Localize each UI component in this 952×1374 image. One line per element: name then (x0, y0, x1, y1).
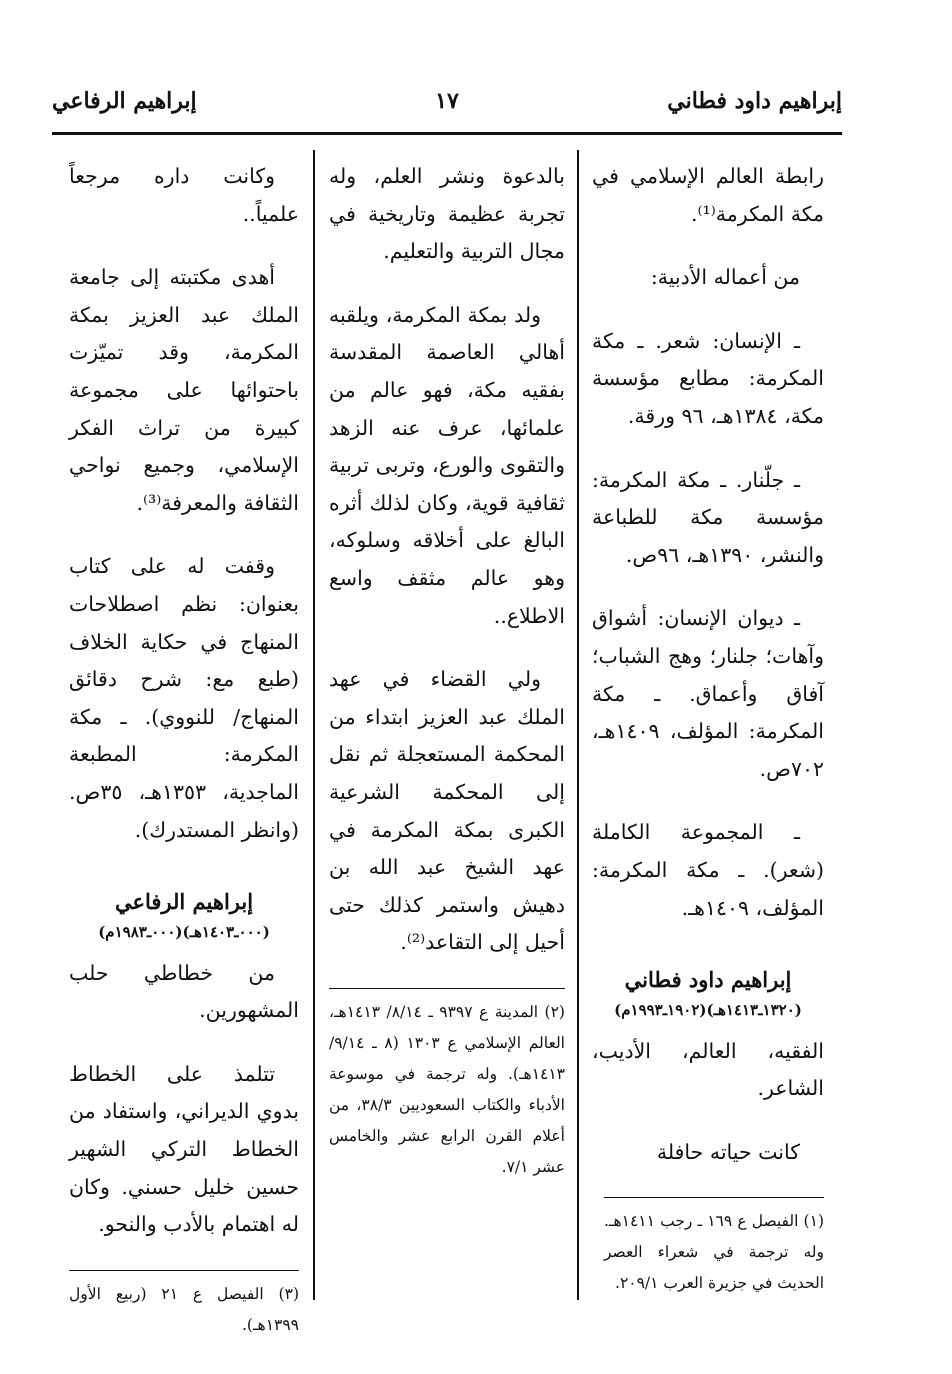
entry-title: إبراهيم داود فطاني (624, 967, 792, 993)
paragraph: الفقيه، العالم، الأديب، الشاعر. (592, 1038, 824, 1101)
paragraph: كانت حياته حافلة (656, 1139, 800, 1164)
entry-title: إبراهيم الرفاعي (114, 889, 254, 915)
paragraph: ولي القضاء في عهد الملك عبد العزيز ابتداء من المحكمة المستعجلة ثم نقل إلى المحكمة الشرعية الكبرى بمكة المكرمة في عهد الشيخ عبد الله بن دهيش واستمر كذلك حتى أحيل إلى التقاعد⁽²⁾. (329, 667, 565, 955)
column-rule (577, 150, 579, 1300)
paragraph: رابطة العالم الإسلامي في مكة المكرمة⁽¹⁾. (592, 164, 824, 226)
column-middle (329, 158, 565, 1209)
paragraph: بالدعوة ونشر العلم، وله تجربة عظيمة وتاريخية في مجال التربية والتعليم. (329, 164, 565, 264)
running-header (52, 88, 842, 135)
paragraph: ـ ديوان الإنسان: أشواق وآهات؛ جلنار؛ وهج الشباب؛ آفاق وأعماق. ـ مكة المكرمة: المؤلف، ١٤٠٩هـ، ٧٠٢ص. (592, 606, 824, 781)
header-left-title: إبراهيم الرفاعي (52, 88, 197, 114)
entry-dates: (١٣٢٠ـ١٤١٣هـ)(١٩٠٢ـ١٩٩٣م) (614, 1000, 802, 1019)
entry-dates: (٠٠٠ـ١٤٠٣هـ)(٠٠٠ـ١٩٨٣م) (98, 922, 270, 941)
footnote: (٣) الفيصل ع ٢١ (ربيع الأول ١٣٩٩هـ). (69, 1270, 299, 1341)
column-right (592, 158, 824, 1325)
paragraph: تتلمذ على الخطاط بدوي الديراني، واستفاد من الخطاط التركي الشهير حسين خليل حسني. وكان له اهتمام بالأدب والنحو. (69, 1061, 299, 1237)
header-right-title: إبراهيم داود فطاني (667, 88, 842, 114)
paragraph: وكانت داره مرجعاً علمياً.. (69, 164, 299, 226)
footnote: (٢) المدينة ع ٩٣٩٧ ـ ٨/١٤/ ١٤١٣هـ، العالم الإسلامي ع ١٣٠٣ (٨ ـ ٩/١٤/ ١٤١٣هـ). وله ترجمة في موسوعة الأدباء والكتاب السعوديين ٣٨/٣، من أعلام القرن الرابع عشر والخامس عشر ٧/١. (329, 988, 565, 1183)
column-left (69, 158, 299, 1367)
paragraph: ـ الإنسان: شعر. ـ مكة المكرمة: مطابع مؤسسة مكة، ١٣٨٤هـ، ٩٦ ورقة. (592, 328, 824, 428)
column-rule (313, 150, 315, 1300)
paragraph: ـ المجموعة الكاملة (شعر). ـ مكة المكرمة: المؤلف، ١٤٠٩هـ. (592, 820, 824, 920)
paragraph: ولد بمكة المكرمة، ويلقبه أهالي العاصمة المقدسة بفقيه مكة، فهو عالم من علمائها، عرف عنه الزهد والتقوى والورع، وتربى تربية ثقافية قوية، وكان لذلك أثره البالغ على أخلاقه وسلوكه، وهو عالم مثقف واسع الاطلاع.. (329, 302, 565, 628)
paragraph: أهدى مكتبته إلى جامعة الملك عبد العزيز بمكة المكرمة، وقد تميّزت باحتوائها على مجموعة كبيرة من تراث الفكر الإسلامي، وجميع نواحي الثقافة والمعرفة⁽³⁾. (69, 265, 299, 515)
paragraph: ـ جلّنار. ـ مكة المكرمة: مؤسسة مكة للطباعة والنشر، ١٣٩٠هـ، ٩٦ص. (592, 467, 824, 567)
footnote: (١) الفيصل ع ١٦٩ ـ رجب ١٤١١هـ. وله ترجمة في شعراء العصر الحديث في جزيرة العرب ٢٠٩/١. (604, 1197, 824, 1299)
paragraph: من أعماله الأدبية: (650, 265, 800, 290)
paragraph: من خطاطي حلب المشهورين. (69, 960, 299, 1023)
page-number: ١٧ (435, 88, 459, 114)
paragraph: وقفت له على كتاب بعنوان: نظم اصطلاحات المنهاج في حكاية الخلاف (طبع مع: شرح دقائق المنهاج/ للنووي). ـ مكة المكرمة: المطبعة الماجدية، ١٣٥٣هـ، ٣٥ص. (وانظر المستدرك). (69, 554, 299, 842)
